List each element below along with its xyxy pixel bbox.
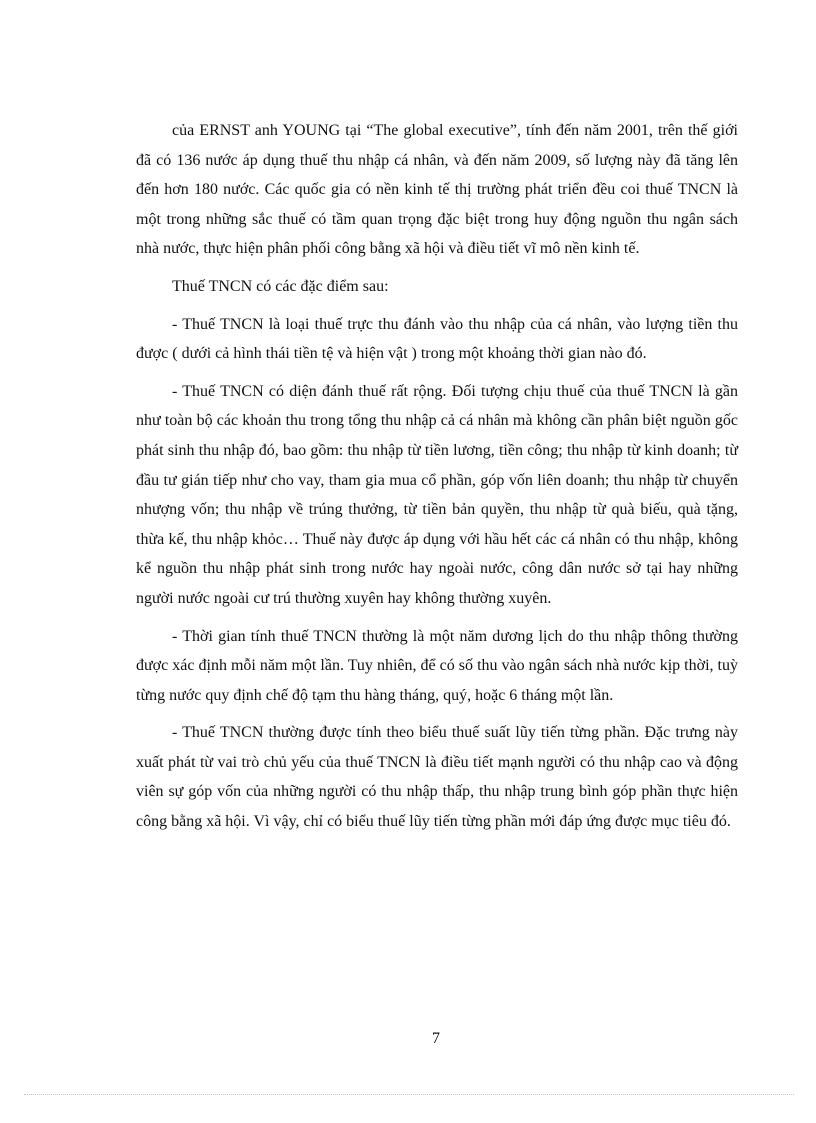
page-bottom-divider — [24, 1094, 794, 1095]
paragraph-1: của ERNST anh YOUNG tại “The global executive”, tính đến năm 2001, trên thế giới đã có 136 nước áp dụng thuế thu nhập cá nhân, và đến năm 2009, số lượng này đã tăng lên đến hơn 180 nước. Các quốc gia có nền kinh tế thị trường phát triển đều coi thuế TNCN là một trong những sắc thuế có tầm quan trọng đặc biệt trong huy động nguồn thu ngân sách nhà nước, thực hiện phân phối công bằng xã hội và điều tiết vĩ mô nền kinh tế. — [136, 122, 738, 258]
paragraph-2: Thuế TNCN có các đặc điểm sau: — [172, 277, 389, 295]
paragraph-5: - Thời gian tính thuế TNCN thường là một năm dương lịch do thu nhập thông thường được xác định mỗi năm một lần. Tuy nhiên, để có số thu vào ngân sách nhà nước kịp thời, tuỳ từng nước quy định chế độ tạm thu hàng tháng, quý, hoặc 6 tháng một lần. — [136, 627, 738, 704]
paragraph-4: - Thuế TNCN có diện đánh thuế rất rộng. Đối tượng chịu thuế của thuế TNCN là gần như toàn bộ các khoản thu trong tổng thu nhập cả cá nhân mà không cần phân biệt nguồn gốc phát sinh thu nhập đó, bao gồm: thu nhập từ tiền lương, tiền công; thu nhập từ kinh doanh; từ đầu tư gián tiếp như cho vay, tham gia mua cổ phần, góp vốn liên doanh; thu nhập từ chuyển nhượng vốn; thu nhập về trúng thưởng, từ tiền bản quyền, thu nhập từ quà biếu, quà tặng, thừa kế, thu nhập khỏc… Thuế này được áp dụng với hầu hết các cá nhân có thu nhập, không kể nguồn thu nhập phát sinh trong nước hay ngoài nước, công dân nước sở tại hay những người nước ngoài cư trú thường xuyên hay không thường xuyên. — [136, 382, 738, 607]
document-body — [136, 116, 738, 845]
page-number: 7 — [432, 1030, 440, 1047]
paragraph-6: - Thuế TNCN thường được tính theo biểu thuế suất lũy tiến từng phần. Đặc trưng này xuất phát từ vai trò chủ yếu của thuế TNCN là điều tiết mạnh người có thu nhập cao và động viên sự góp vốn của những người có thu nhập thấp, thu nhập trung bình góp phần thực hiện công bằng xã hội. Vì vậy, chỉ có biểu thuế lũy tiến từng phần mới đáp ứng được mục tiêu đó. — [136, 724, 738, 831]
paragraph-3: - Thuế TNCN là loại thuế trực thu đánh vào thu nhập của cá nhân, vào lượng tiền thu được ( dưới cả hình thái tiền tệ và hiện vật ) trong một khoảng thời gian nào đó. — [136, 315, 738, 363]
